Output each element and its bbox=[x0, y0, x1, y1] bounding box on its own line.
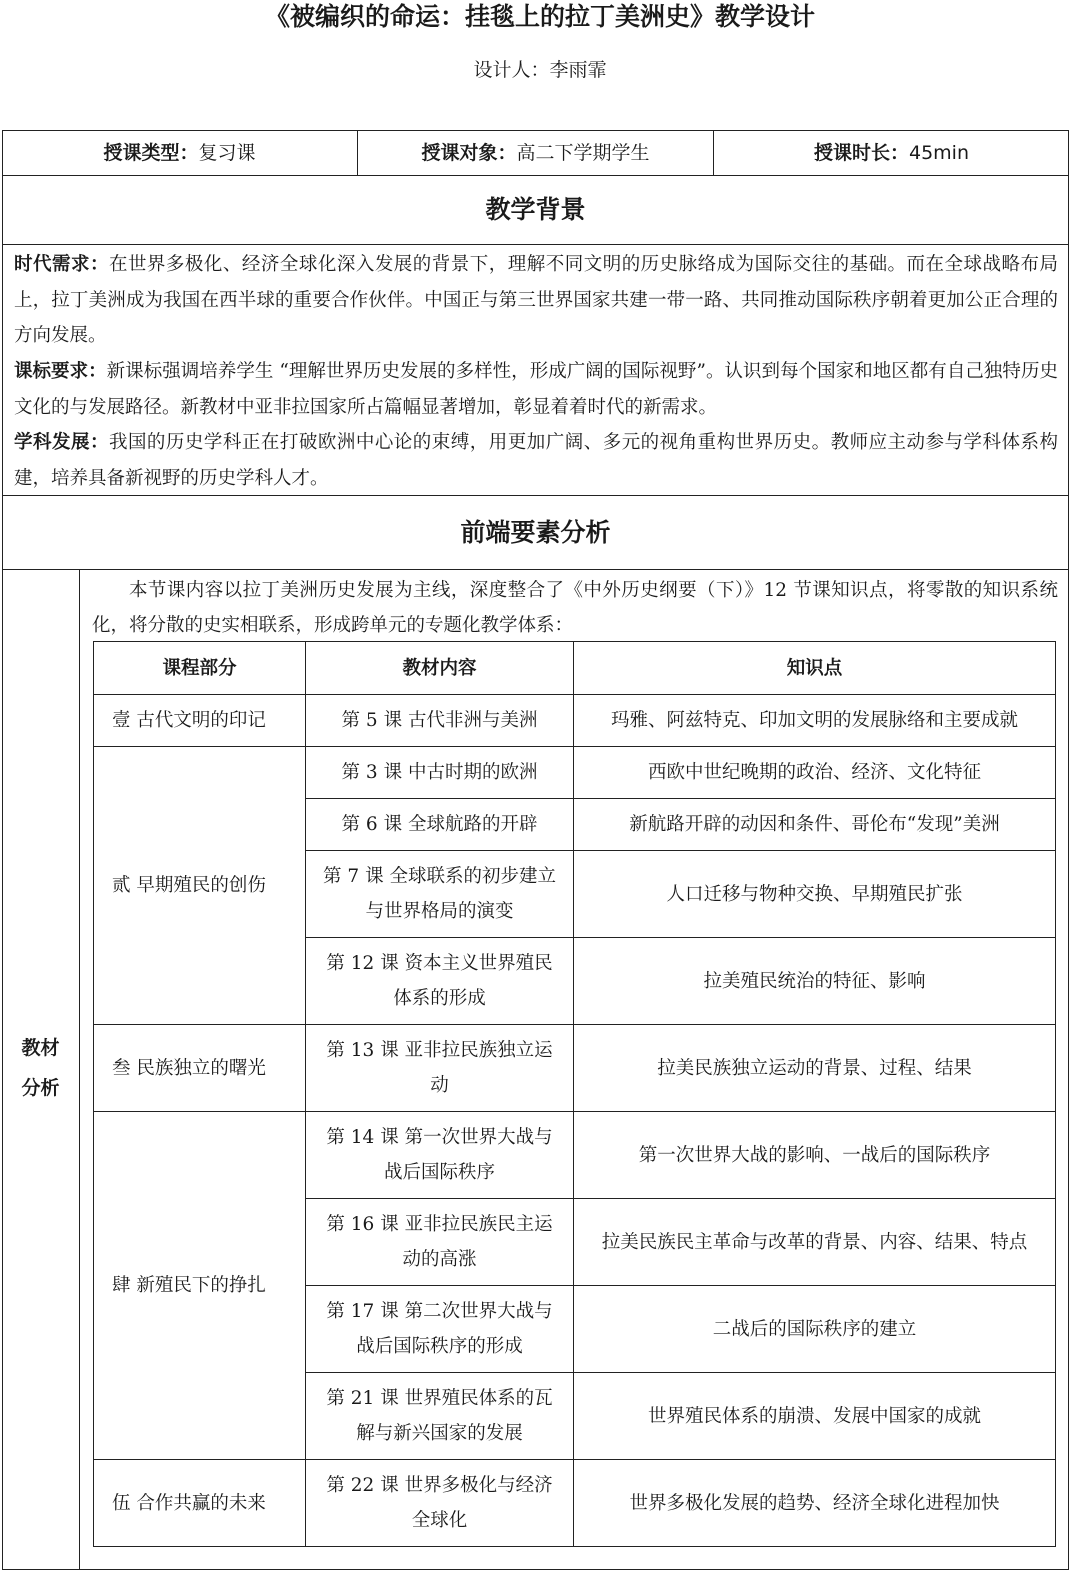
lesson-cell: 第 13 课 亚非拉民族独立运动 bbox=[306, 1025, 574, 1112]
course-type-value: 复习课 bbox=[198, 142, 256, 164]
document-title: 《被编织的命运：挂毯上的拉丁美洲史》教学设计 bbox=[264, 2, 815, 31]
column-header: 课程部分 bbox=[94, 642, 306, 695]
audience-cell bbox=[358, 131, 713, 175]
course-part-cell: 壹 古代文明的印记 bbox=[94, 695, 306, 747]
course-part-cell: 肆 新殖民下的挣扎 bbox=[94, 1112, 306, 1460]
knowledge-cell: 二战后的国际秩序的建立 bbox=[574, 1286, 1056, 1373]
standard-text: 新课标强调培养学生 “理解世界历史发展的多样性，形成广阔的国际视野”。认识到每个国家和地区都有自己独特历史文化的与发展路径。新教材中亚非拉国家所占篇幅显著增加，彰显着着时代的新需求。 bbox=[14, 361, 1058, 418]
table-header-row bbox=[94, 642, 1056, 695]
lesson-cell: 第 7 课 全球联系的初步建立与世界格局的演变 bbox=[306, 851, 574, 938]
course-part-cell: 贰 早期殖民的创伤 bbox=[94, 747, 306, 1025]
column-header: 知识点 bbox=[574, 642, 1056, 695]
duration-cell bbox=[714, 131, 1069, 175]
knowledge-cell: 拉美民族独立运动的背景、过程、结果 bbox=[574, 1025, 1056, 1112]
analysis-intro: 本节课内容以拉丁美洲历史发展为主线，深度整合了《中外历史纲要（下）》12 节课知识点，将零散的知识系统化，将分散的史实相联系，形成跨单元的专题化教学体系： bbox=[92, 580, 1058, 636]
table-row bbox=[94, 1112, 1056, 1199]
side-label-line-1: 教材 bbox=[21, 1037, 60, 1059]
standard-label: 课标要求： bbox=[14, 361, 107, 382]
lesson-cell: 第 22 课 世界多极化与经济全球化 bbox=[306, 1460, 574, 1547]
knowledge-cell: 拉美民族民主革命与改革的背景、内容、结果、特点 bbox=[574, 1199, 1056, 1286]
course-type-cell bbox=[2, 131, 357, 175]
background-era bbox=[14, 247, 1058, 354]
knowledge-cell: 人口迁移与物种交换、早期殖民扩张 bbox=[574, 851, 1056, 938]
knowledge-cell: 新航路开辟的动因和条件、哥伦布“发现”美洲 bbox=[574, 799, 1056, 851]
background-discipline bbox=[14, 425, 1058, 496]
course-part-cell: 伍 合作共赢的未来 bbox=[94, 1460, 306, 1547]
row-divider bbox=[2, 569, 1069, 570]
lesson-cell: 第 14 课 第一次世界大战与战后国际秩序 bbox=[306, 1112, 574, 1199]
knowledge-cell: 玛雅、阿兹特克、印加文明的发展脉络和主要成就 bbox=[574, 695, 1056, 747]
knowledge-cell: 第一次世界大战的影响、一战后的国际秩序 bbox=[574, 1112, 1056, 1199]
table-row bbox=[94, 1460, 1056, 1547]
knowledge-cell: 世界多极化发展的趋势、经济全球化进程加快 bbox=[574, 1460, 1056, 1547]
lesson-cell: 第 3 课 中古时期的欧洲 bbox=[306, 747, 574, 799]
curriculum-table bbox=[93, 641, 1056, 1547]
lesson-cell: 第 21 课 世界殖民体系的瓦解与新兴国家的发展 bbox=[306, 1373, 574, 1460]
lesson-cell: 第 16 课 亚非拉民族民主运动的高涨 bbox=[306, 1199, 574, 1286]
audience-label: 授课对象： bbox=[421, 142, 517, 164]
textbook-analysis-label bbox=[2, 1028, 79, 1108]
table-row bbox=[94, 695, 1056, 747]
era-text: 在世界多极化、经济全球化深入发展的背景下，理解不同文明的历史脉络成为国际交往的基础。而在全球战略布局上，拉丁美洲成为我国在西半球的重要合作伙伴。中国正与第三世界国家共建一带一路、共同推动国际秩序朝着更加公正合理的方向发展。 bbox=[14, 254, 1058, 346]
table-row bbox=[94, 1025, 1056, 1112]
lesson-cell: 第 6 课 全球航路的开辟 bbox=[306, 799, 574, 851]
background-standard bbox=[14, 354, 1058, 425]
knowledge-cell: 世界殖民体系的崩溃、发展中国家的成就 bbox=[574, 1373, 1056, 1460]
duration-value: 45min bbox=[909, 142, 970, 164]
analysis-heading: 前端要素分析 bbox=[460, 518, 611, 547]
knowledge-cell: 西欧中世纪晚期的政治、经济、文化特征 bbox=[574, 747, 1056, 799]
lesson-cell: 第 5 课 古代非洲与美洲 bbox=[306, 695, 574, 747]
knowledge-cell: 拉美殖民统治的特征、影响 bbox=[574, 938, 1056, 1025]
column-header: 教材内容 bbox=[306, 642, 574, 695]
audience-value: 高二下学期学生 bbox=[516, 142, 650, 164]
era-label: 时代需求： bbox=[14, 254, 109, 275]
designer-line: 设计人：李雨霏 bbox=[473, 59, 607, 81]
col-divider bbox=[79, 569, 80, 1569]
side-label-line-2: 分析 bbox=[21, 1077, 60, 1099]
row-divider bbox=[2, 244, 1069, 245]
background-heading: 教学背景 bbox=[485, 195, 586, 224]
course-type-label: 授课类型： bbox=[103, 142, 199, 164]
lesson-cell: 第 17 课 第二次世界大战与战后国际秩序的形成 bbox=[306, 1286, 574, 1373]
discipline-text: 我国的历史学科正在打破欧洲中心论的束缚，用更加广阔、多元的视角重构世界历史。教师应主动参与学科体系构建，培养具备新视野的历史学科人才。 bbox=[14, 432, 1058, 489]
discipline-label: 学科发展： bbox=[14, 432, 109, 453]
duration-label: 授课时长： bbox=[813, 142, 909, 164]
lesson-cell: 第 12 课 资本主义世界殖民体系的形成 bbox=[306, 938, 574, 1025]
course-part-cell: 叁 民族独立的曙光 bbox=[94, 1025, 306, 1112]
table-row bbox=[94, 747, 1056, 799]
